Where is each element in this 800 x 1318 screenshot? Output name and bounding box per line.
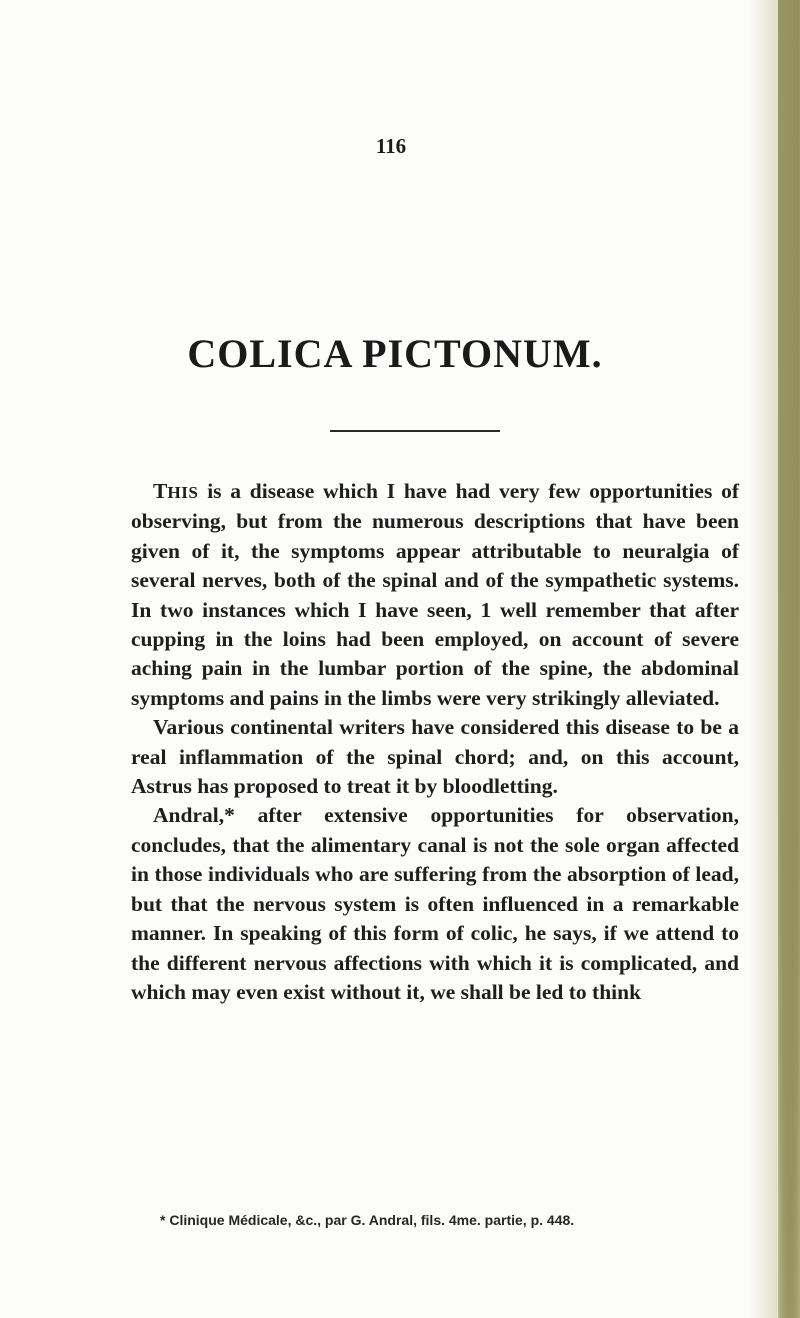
page-edge-stains (778, 0, 800, 1318)
paragraph-1 (131, 477, 739, 713)
chapter-title: COLICA PICTONUM. (187, 331, 603, 376)
paragraph-1-initial: T (153, 479, 168, 503)
title-divider (330, 430, 500, 432)
paragraph-1-smallcaps: HIS (167, 483, 199, 502)
paragraph-3: Andral,* after extensive opportunities for observation, concludes, that the alimentary canal is not the sole organ affected in those individuals who are suffering from the absorption of lead, but that the nervous system is often influenced in a remarkable manner. In speaking of this form of colic, he says, if we attend to the different nervous affections with which it is complicated, and which may even exist without it, we shall be led to think (131, 803, 739, 1004)
paragraph-2: Various continental writers have considered this disease to be a real inflammation of the spinal chord; and, on this account, Astrus has proposed to treat it by bloodletting. (131, 715, 739, 799)
footnote: * Clinique Médicale, &c., par G. Andral, fils. 4me. partie, p. 448. (160, 1212, 575, 1228)
page-number: 116 (375, 134, 407, 158)
body-text (131, 477, 739, 1007)
paragraph-1-text: is a disease which I have had very few opportunities of observing, but from the numerous descriptions that have been given of it, the symptoms appear attributable to neuralgia of several nerves, both of the spinal and of the sympathetic systems. In two instances which I have seen, 1 well remember that after cupping in the loins had been employed, on account of severe aching pain in the lumbar portion of the spine, the abdominal symptoms and pains in the limbs were very strikingly alleviated. (131, 479, 739, 710)
